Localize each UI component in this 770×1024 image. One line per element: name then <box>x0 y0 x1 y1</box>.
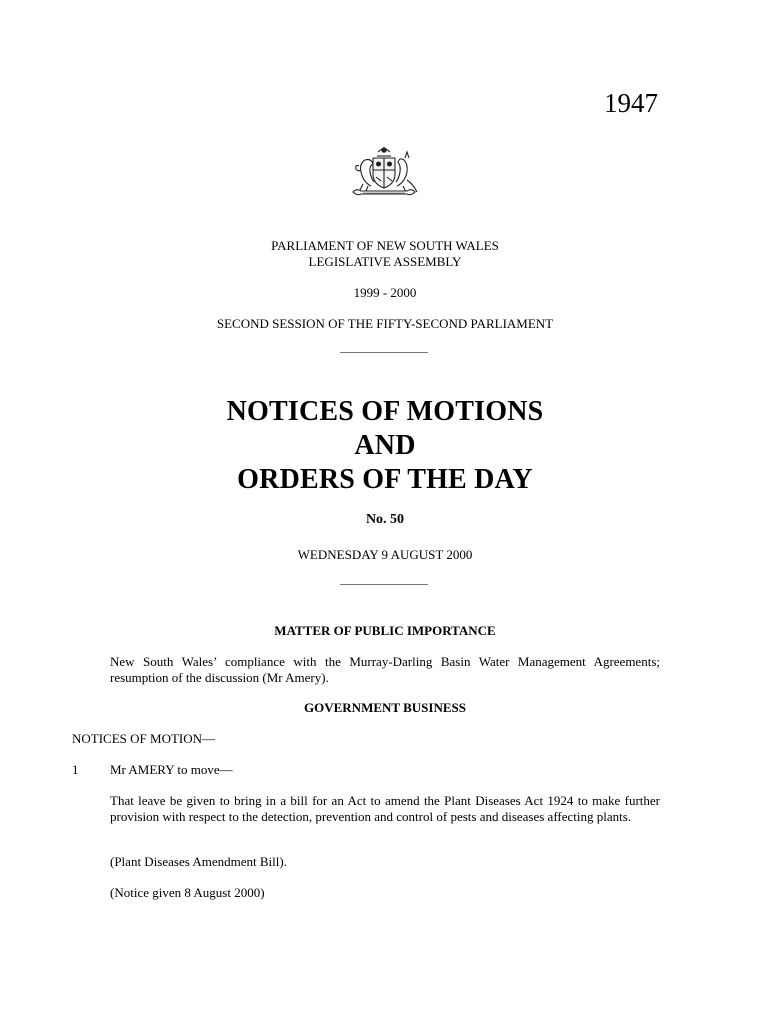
session-description: SECOND SESSION OF THE FIFTY-SECOND PARLIAMENT <box>216 316 554 331</box>
session-years: 1999 - 2000 <box>353 285 417 300</box>
sitting-date: WEDNESDAY 9 AUGUST 2000 <box>297 547 473 562</box>
parliament-name: PARLIAMENT OF NEW SOUTH WALES <box>271 238 499 253</box>
divider-rule <box>340 352 428 353</box>
item-bill-name: (Plant Diseases Amendment Bill). <box>110 854 287 869</box>
document-title-line2: AND <box>354 430 416 461</box>
coat-of-arms-icon <box>343 146 425 200</box>
item-motion-text: That leave be given to bring in a bill for an Act to amend the Plant Diseases Act 1924 to make further provision with respect to the detection, prevention and control of pests and diseases affecting plants. <box>110 793 660 824</box>
document-title-line1: NOTICES OF MOTIONS <box>226 396 544 427</box>
notices-of-motion-label: NOTICES OF MOTION— <box>72 731 215 746</box>
house-name: LEGISLATIVE ASSEMBLY <box>308 254 462 269</box>
document-title-line3: ORDERS OF THE DAY <box>237 464 533 495</box>
item-number: 1 <box>72 762 79 777</box>
item-notice-date: (Notice given 8 August 2000) <box>110 885 265 900</box>
section-heading-government-business: GOVERNMENT BUSINESS <box>304 700 466 715</box>
mpi-text: New South Wales’ compliance with the Murray-Darling Basin Water Management Agreements; resumption of the discussion (Mr Amery). <box>110 654 660 685</box>
section-heading-mpi: MATTER OF PUBLIC IMPORTANCE <box>274 623 496 638</box>
issue-number: No. 50 <box>365 512 405 527</box>
item-mover: Mr AMERY to move— <box>110 762 233 777</box>
divider-rule <box>340 584 428 585</box>
page-number: 1947 <box>604 88 658 118</box>
